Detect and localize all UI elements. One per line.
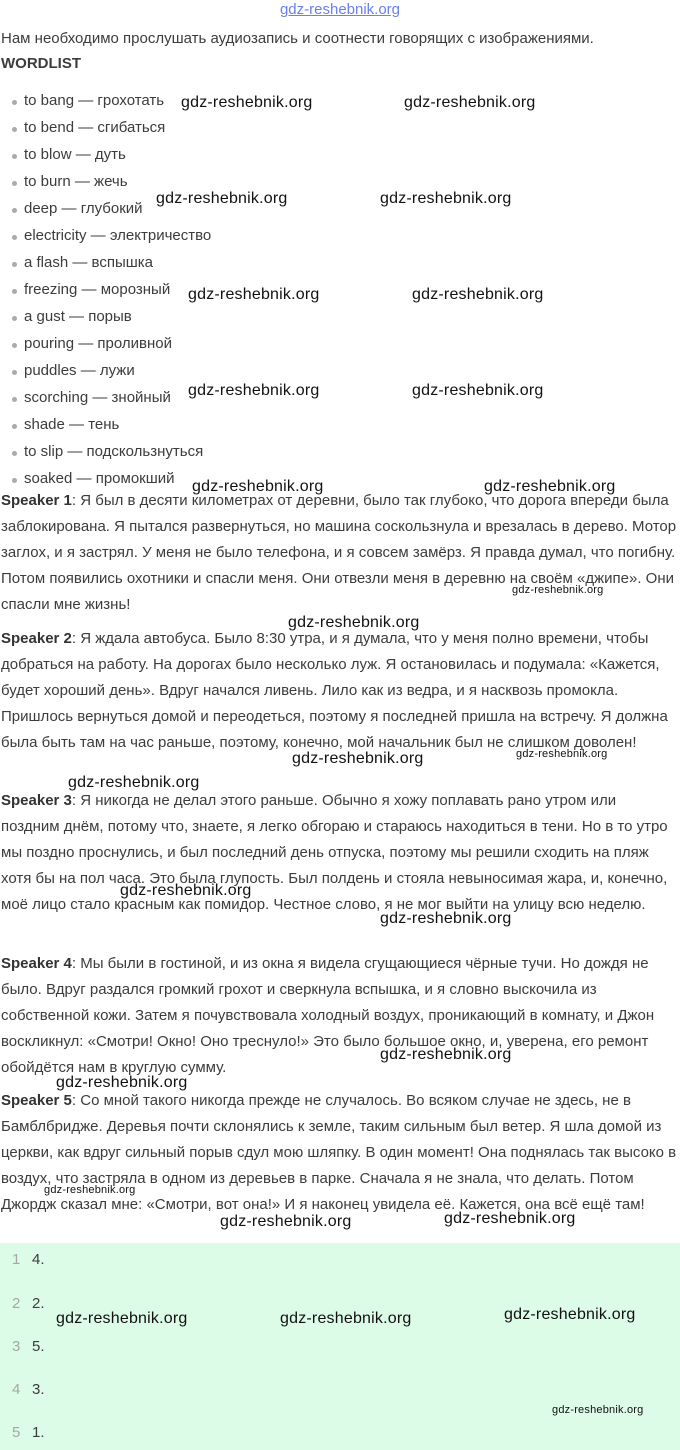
watermark: gdz-reshebnik.org bbox=[444, 1210, 576, 1227]
watermark: gdz-reshebnik.org bbox=[68, 774, 200, 791]
watermark: gdz-reshebnik.org bbox=[292, 750, 424, 767]
watermark: gdz-reshebnik.org bbox=[516, 748, 608, 760]
watermark: gdz-reshebnik.org bbox=[280, 1310, 412, 1327]
answer-value: 1. bbox=[32, 1424, 45, 1441]
speaker-text: Я был в десяти километрах от деревни, было так глубоко, что дорога впереди была заблокирована. Я пытался развернуться, но машина соскользнула и врезалась в дерево. Мотор заглох, и я застрял. У меня не было телефона, и я совсем замёрз. Я правда думал, что погибну. Потом появились охотники и спасли меня. Они отвезли меня в деревню на своём «джипе». Они спасли мне жизнь! bbox=[1, 492, 677, 613]
wordlist-item: shade — тень bbox=[0, 413, 211, 440]
watermark: gdz-reshebnik.org bbox=[44, 1184, 136, 1196]
answer-number: 3 bbox=[12, 1338, 21, 1355]
speaker-label: Speaker 3 bbox=[1, 792, 72, 809]
answer-block bbox=[0, 1243, 680, 1450]
wordlist-item: scorching — знойный bbox=[0, 386, 211, 413]
watermark: gdz-reshebnik.org bbox=[188, 286, 320, 303]
answer-value: 4. bbox=[32, 1251, 45, 1268]
watermark: gdz-reshebnik.org bbox=[380, 1046, 512, 1063]
watermark: gdz-reshebnik.org bbox=[188, 382, 320, 399]
speaker-label: Speaker 2 bbox=[1, 630, 72, 647]
speaker-text: Я ждала автобуса. Было 8:30 утра, и я думала, что у меня полно времени, чтобы добраться на работу. На дорогах было несколько луж. Я остановилась и подумала: «Кажется, будет хороший день». Вдруг начался ливень. Лило как из ведра, и я насквозь промокла. Пришлось вернуться домой и переодеться, поэтому я последней пришла на встречу. Я должна была быть там на час раньше, поэтому, конечно, мой начальник был не слишком доволен! bbox=[1, 630, 668, 751]
speaker-paragraph: Speaker 5: Со мной такого никогда прежде не случалось. Во всяком случае не здесь, не в Бамблбридже. Деревья почти склонялись к земле, таким сильным был ветер. Я шла домой из церкви, как вдруг сильный порыв сдул мою шляпку. В один момент! Она поднялась так высоко в воздух, что застряла в одном из деревьев в парке. Сначала я не знала, что делать. Потом Джордж сказал мне: «Смотри, вот она!» И я наконец увидела её. Кажется, она всё ещё там! bbox=[1, 1092, 677, 1213]
answer-number: 5 bbox=[12, 1424, 21, 1441]
speaker-label: Speaker 1 bbox=[1, 492, 72, 509]
watermark: gdz-reshebnik.org bbox=[552, 1404, 644, 1416]
wordlist-item: to bang — грохотать bbox=[0, 89, 211, 116]
wordlist-item: to blow — дуть bbox=[0, 143, 211, 170]
speaker-label: Speaker 5 bbox=[1, 1092, 72, 1109]
speaker-label: Speaker 4 bbox=[1, 955, 72, 972]
speaker-text: Мы были в гостиной, и из окна я видела сгущающиеся чёрные тучи. Но дождя не было. Вдруг раздался громкий грохот и сверкнула вспышка, и я словно выскочила из собственной кожи. Затем я почувствовала холодный воздух, проникающий в комнату, и Джон воскликнул: «Смотри! Окно! Оно треснуло!» Это было большое окно, и, уверена, его ремонт обойдётся нам в круглую сумму. bbox=[1, 955, 655, 1076]
wordlist-item: to bend — сгибаться bbox=[0, 116, 211, 143]
watermark: gdz-reshebnik.org bbox=[220, 1213, 352, 1230]
watermark: gdz-reshebnik.org bbox=[380, 190, 512, 207]
watermark: gdz-reshebnik.org bbox=[56, 1074, 188, 1091]
answer-number: 4 bbox=[12, 1381, 21, 1398]
watermark: gdz-reshebnik.org bbox=[412, 286, 544, 303]
wordlist-item: a flash — вспышка bbox=[0, 251, 211, 278]
site-link[interactable]: gdz-reshebnik.org bbox=[279, 1, 401, 18]
watermark: gdz-reshebnik.org bbox=[192, 478, 324, 495]
watermark: gdz-reshebnik.org bbox=[504, 1306, 636, 1323]
speaker-paragraph: Speaker 3: Я никогда не делал этого раньше. Обычно я хожу поплавать рано утром или поздним днём, потому что, знаете, я легко обгораю и стараюсь находиться в тени. Но в то утро мы поздно проснулись, и был последний день отпуска, поэтому мы решили сходить на пляж хотя бы на пол часа. Это была глупость. Был полдень и стояла невыносимая жара, и, конечно, моё лицо стало красным как помидор. Честное слово, я не мог выйти на улицу всю неделю. bbox=[1, 792, 668, 913]
answer-value: 5. bbox=[32, 1338, 45, 1355]
answer-value: 3. bbox=[32, 1381, 45, 1398]
speaker-paragraph: Speaker 1: Я был в десяти километрах от деревни, было так глубоко, что дорога впереди была заблокирована. Я пытался развернуться, но машина соскользнула и врезалась в дерево. Мотор заглох, и я застрял. У меня не было телефона, и я совсем замёрз. Я правда думал, что погибну. Потом появились охотники и спасли меня. Они отвезли меня в деревню на своём «джипе». Они спасли мне жизнь! bbox=[1, 492, 677, 613]
watermark: gdz-reshebnik.org bbox=[512, 584, 604, 596]
wordlist-item: a gust — порыв bbox=[0, 305, 211, 332]
wordlist-item: freezing — морозный bbox=[0, 278, 211, 305]
watermark: gdz-reshebnik.org bbox=[120, 882, 252, 899]
wordlist bbox=[0, 89, 211, 494]
watermark: gdz-reshebnik.org bbox=[484, 478, 616, 495]
wordlist-item: deep — глубокий bbox=[0, 197, 211, 224]
wordlist-item: to slip — подскользнуться bbox=[0, 440, 211, 467]
watermark: gdz-reshebnik.org bbox=[380, 910, 512, 927]
watermark: gdz-reshebnik.org bbox=[56, 1310, 188, 1327]
wordlist-item: to burn — жечь bbox=[0, 170, 211, 197]
wordlist-title: WORDLIST bbox=[1, 55, 81, 72]
answer-value: 2. bbox=[32, 1295, 45, 1312]
watermark: gdz-reshebnik.org bbox=[156, 190, 288, 207]
watermark: gdz-reshebnik.org bbox=[404, 94, 536, 111]
wordlist-item: electricity — электричество bbox=[0, 224, 211, 251]
answer-number: 1 bbox=[12, 1251, 21, 1268]
wordlist-item: pouring — проливной bbox=[0, 332, 211, 359]
speaker-paragraph: Speaker 4: Мы были в гостиной, и из окна я видела сгущающиеся чёрные тучи. Но дождя не было. Вдруг раздался громкий грохот и сверкнула вспышка, и я словно выскочила из собственной кожи. Затем я почувствовала холодный воздух, проникающий в комнату, и Джон воскликнул: «Смотри! Окно! Оно треснуло!» Это было большое окно, и, уверена, его ремонт обойдётся нам в круглую сумму. bbox=[1, 955, 655, 1076]
answer-number: 2 bbox=[12, 1295, 21, 1312]
watermark: gdz-reshebnik.org bbox=[412, 382, 544, 399]
speaker-text: Со мной такого никогда прежде не случалось. Во всяком случае не здесь, не в Бамблбридже. Деревья почти склонялись к земле, таким сильным был ветер. Я шла домой из церкви, как вдруг сильный порыв сдул мою шляпку. В один момент! Она поднялась так высоко в воздух, что застряла в одном из деревьев в парке. Сначала я не знала, что делать. Потом Джордж сказал мне: «Смотри, вот она!» И я наконец увидела её. Кажется, она всё ещё там! bbox=[1, 1092, 677, 1213]
speaker-paragraph: Speaker 2: Я ждала автобуса. Было 8:30 утра, и я думала, что у меня полно времени, чтобы добраться на работу. На дорогах было несколько луж. Я остановилась и подумала: «Кажется, будет хороший день». Вдруг начался ливень. Лило как из ведра, и я насквозь промокла. Пришлось вернуться домой и переодеться, поэтому я последней пришла на встречу. Я должна была быть там на час раньше, поэтому, конечно, мой начальник был не слишком доволен! bbox=[1, 630, 668, 751]
speaker-text: Я никогда не делал этого раньше. Обычно я хожу поплавать рано утром или поздним днём, потому что, знаете, я легко обгораю и стараюсь находиться в тени. Но в то утро мы поздно проснулись, и был последний день отпуска, поэтому мы решили сходить на пляж хотя бы на пол часа. Это была глупость. Был полдень и стояла невыносимая жара, и, конечно, моё лицо стало красным как помидор. Честное слово, я не мог выйти на улицу всю неделю. bbox=[1, 792, 668, 913]
wordlist-item: puddles — лужи bbox=[0, 359, 211, 386]
intro-text: Нам необходимо прослушать аудиозапись и соотнести говорящих с изображениями. bbox=[1, 30, 594, 47]
watermark: gdz-reshebnik.org bbox=[288, 614, 420, 631]
wordlist-item: soaked — промокший bbox=[0, 467, 211, 494]
watermark: gdz-reshebnik.org bbox=[181, 94, 313, 111]
